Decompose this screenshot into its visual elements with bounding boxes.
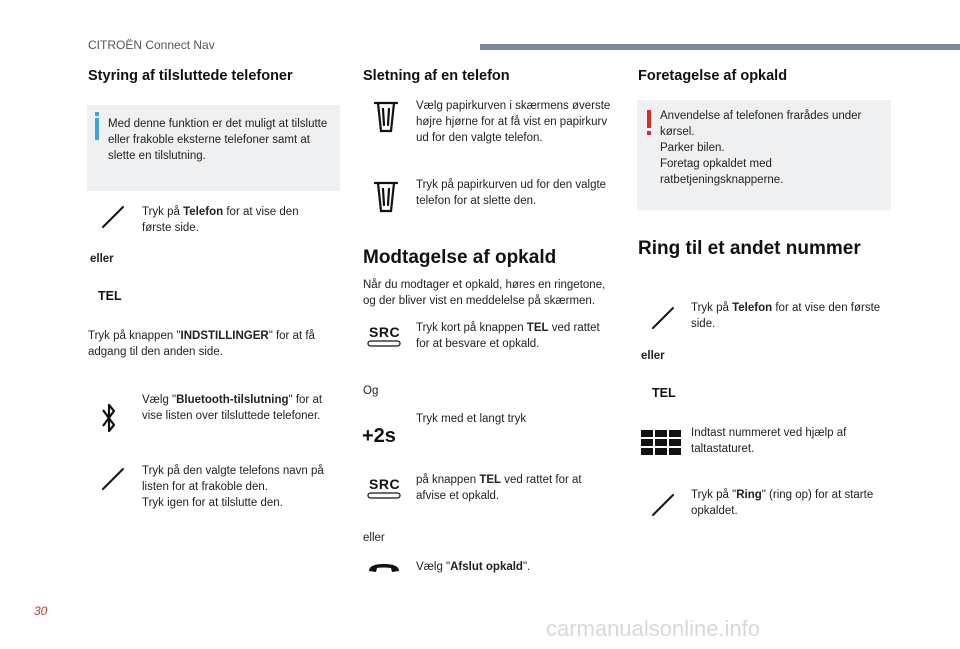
trash-step-2: Tryk på papirkurven ud for den valgte telefon for at slette den. [416, 179, 607, 207]
warning-icon [647, 110, 651, 128]
src-button-icon [367, 340, 401, 348]
tel-label: TEL [98, 289, 122, 303]
phone-icon [100, 204, 126, 230]
keypad-step: Indtast nummeret ved hjælp af taltastaturet. [691, 427, 847, 455]
ring-step: Tryk på "Ring" (ring op) for at starte opkaldet. [691, 489, 874, 517]
heading-make-call: Foretagelse af opkald [638, 68, 788, 84]
header-bar [480, 44, 960, 50]
src-button-icon [367, 492, 401, 500]
eller-label: eller [641, 350, 665, 362]
header-title: CITROËN Connect Nav [88, 38, 215, 52]
keypad-icon [641, 430, 681, 456]
step-telefon-2: Tryk på Telefon for at vise den første side. [691, 302, 881, 330]
eller-label: eller [363, 532, 385, 544]
long-press-text: Tryk med et langt tryk [416, 413, 527, 425]
src-step-2: på knappen TEL ved rattet for at afvise et opkald. [416, 474, 582, 502]
disconnect-step: Tryk på den valgte telefons navn på listen for at frakoble den. Tryk igen for at tilslutte den. [142, 465, 324, 509]
warning-text: Anvendelse af telefonen frarådes under kørsel. Parker bilen. Foretag opkaldet med ratbetjeningsknapperne. [660, 110, 862, 186]
heading-delete-phone: Sletning af en telefon [363, 68, 510, 84]
src-label: SRC [369, 476, 401, 492]
bluetooth-icon [100, 401, 118, 435]
phone-icon [650, 305, 676, 331]
settings-paragraph: Tryk på knappen "INDSTILLINGER" for at få adgang til den anden side. [88, 330, 315, 358]
two-seconds-icon: +2s [362, 425, 396, 447]
bluetooth-step: Vælg "Bluetooth-tilslutning" for at vise listen over tilsluttede telefoner. [142, 394, 323, 422]
trash-icon [373, 180, 399, 214]
receive-intro: Når du modtager et opkald, høres en ringetone, og der bliver vist en meddelelse på skærmen. [363, 279, 606, 307]
tel-label: TEL [652, 386, 676, 400]
heading-manage-phones: Styring af tilsluttede telefoner [88, 68, 293, 84]
hang-up-icon [367, 561, 401, 575]
heading-call-other-number: Ring til et andet nummer [638, 238, 861, 259]
heading-receive-call: Modtagelse af opkald [363, 247, 557, 268]
hang-up-step: Vælg "Afslut opkald". [416, 561, 531, 573]
watermark: carmanualsonline.info [546, 616, 761, 641]
trash-icon [373, 100, 399, 134]
info-text: Med denne funktion er det muligt at tilslutte eller frakoble eksterne telefoner samt at slette en tilslutning. [108, 118, 328, 162]
src-label: SRC [369, 324, 401, 340]
info-icon [95, 118, 99, 140]
step-telefon: Tryk på Telefon for at vise den første side. [142, 206, 299, 234]
trash-step-1: Vælg papirkurven i skærmens øverste højre hjørne for at få vist en papirkurv ud for den valgte telefon. [416, 100, 611, 144]
og-label: Og [363, 385, 379, 397]
eller-label: eller [90, 253, 114, 265]
src-step-1: Tryk kort på knappen TEL ved rattet for at besvare et opkald. [416, 322, 600, 350]
phone-icon [100, 466, 126, 492]
phone-icon [650, 492, 676, 518]
page-number: 30 [34, 604, 48, 618]
